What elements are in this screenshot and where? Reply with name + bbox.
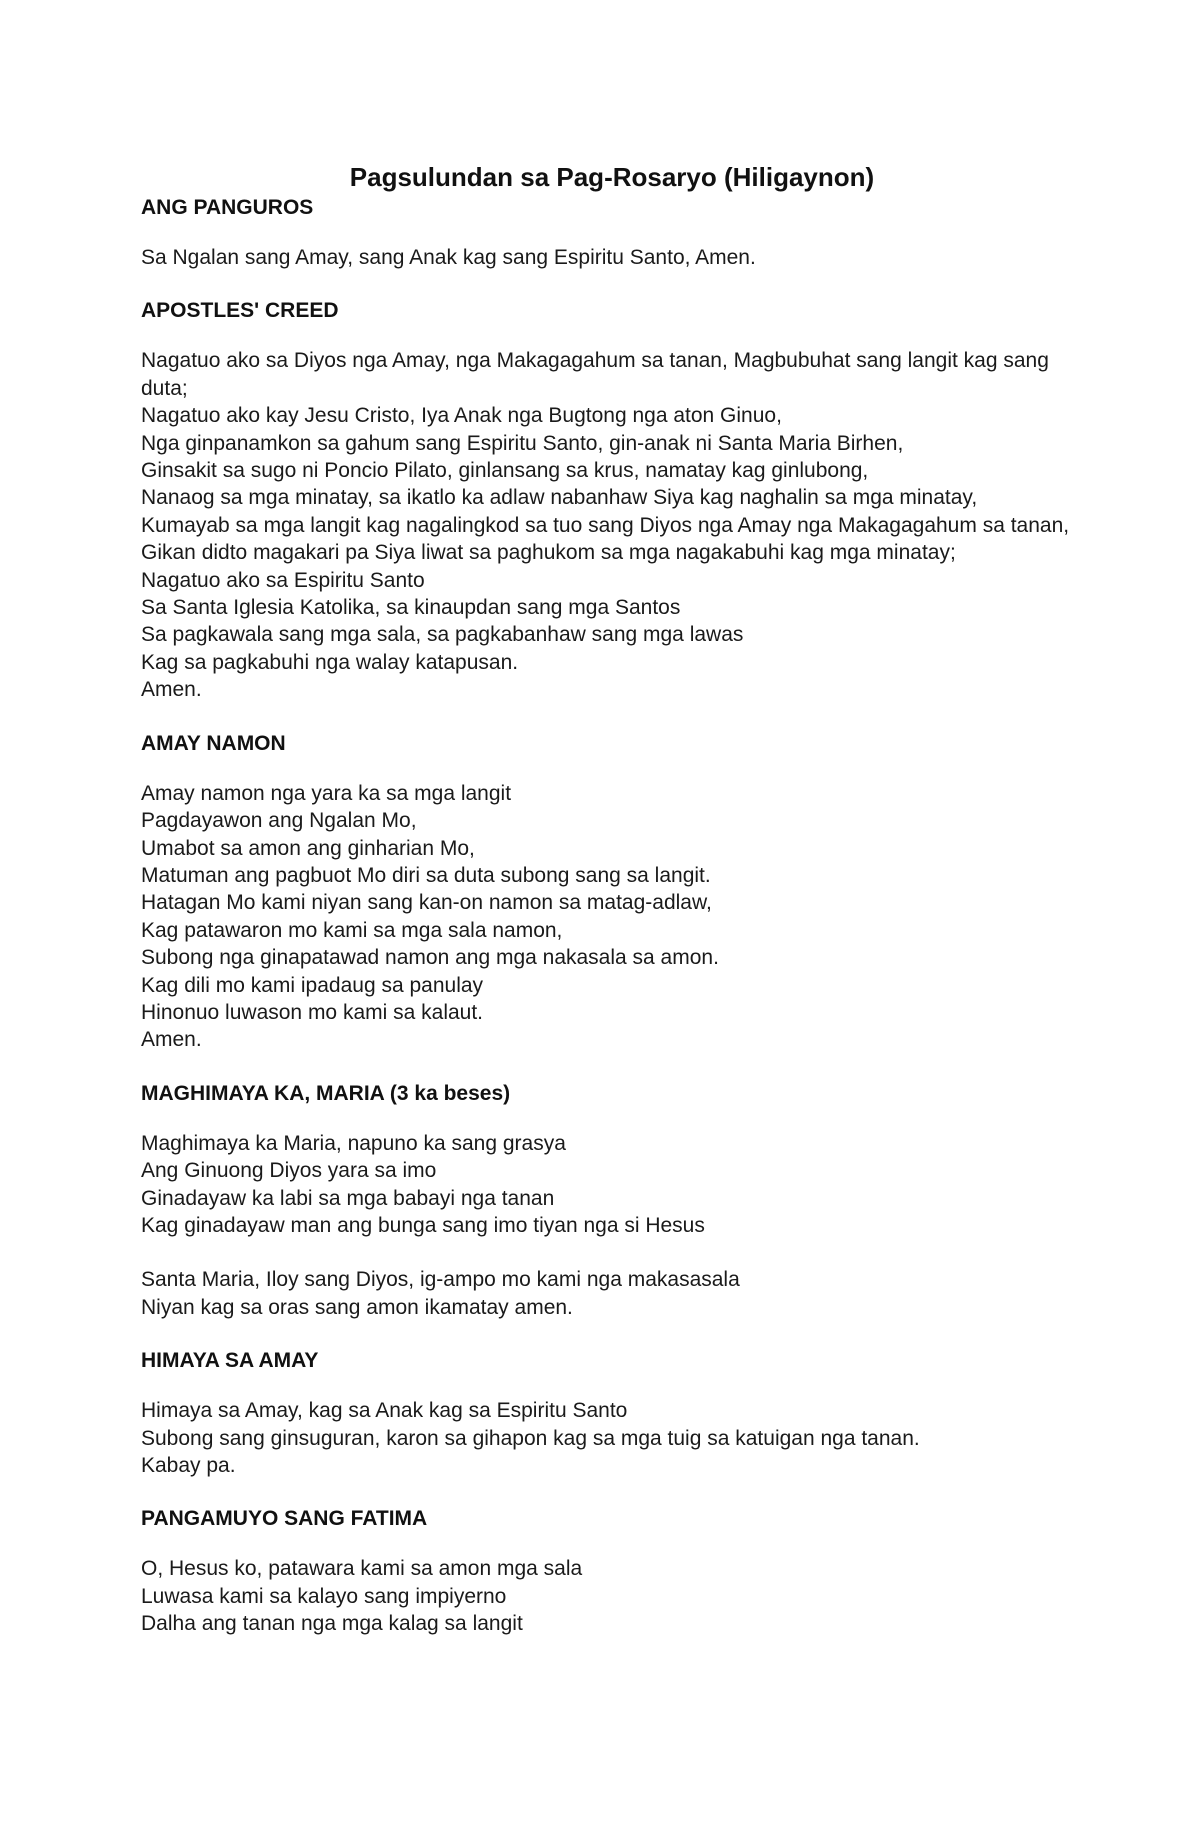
spacer bbox=[141, 1108, 1071, 1130]
text-line: Subong sang ginsuguran, karon sa gihapon kag sa mga tuig sa katuigan nga tanan. bbox=[141, 1426, 920, 1450]
spacer bbox=[141, 1375, 1071, 1397]
text-line: Nagatuo ako kay Jesu Cristo, Iya Anak nga Bugtong nga aton Ginuo, bbox=[141, 404, 782, 428]
section-paragraph bbox=[141, 780, 1071, 1054]
text-line: Gikan didto magakari pa Siya liwat sa paghukom sa mga nagakabuhi kag mga minatay; bbox=[141, 541, 956, 565]
spacer bbox=[141, 1533, 1071, 1555]
section-paragraph bbox=[141, 1555, 1071, 1637]
document-title: Pagsulundan sa Pag-Rosaryo (Hiligaynon) bbox=[349, 162, 875, 192]
section-paragraph bbox=[141, 347, 1071, 703]
document-sections bbox=[141, 194, 1071, 1638]
text-line: Umabot sa amon ang ginharian Mo, bbox=[141, 836, 475, 860]
section-heading: ANG PANGUROS bbox=[141, 196, 314, 219]
text-line: Hinonuo luwason mo kami sa kalaut. bbox=[141, 1000, 484, 1024]
text-line: Maghimaya ka Maria, napuno ka sang grasya bbox=[141, 1131, 566, 1155]
text-line: Dalha ang tanan nga mga kalag sa langit bbox=[141, 1612, 523, 1636]
text-line: Matuman ang pagbuot Mo diri sa duta subong sang sa langit. bbox=[141, 863, 711, 887]
text-line: Kag dili mo kami ipadaug sa panulay bbox=[141, 973, 484, 997]
text-line: Nagatuo ako sa Espiritu Santo bbox=[141, 568, 425, 592]
text-line: Sa Ngalan sang Amay, sang Anak kag sang Espiritu Santo, Amen. bbox=[141, 246, 756, 269]
section-paragraph bbox=[141, 1130, 1071, 1240]
section-paragraph bbox=[141, 1397, 1071, 1479]
section-heading: HIMAYA SA AMAY bbox=[141, 1349, 319, 1373]
text-line: Nagatuo ako sa Diyos nga Amay, nga Makagagahum sa tanan, Magbubuhat sang langit kag sang duta; bbox=[141, 349, 1049, 400]
text-line: Kumayab sa mga langit kag nagalingkod sa tuo sang Diyos nga Amay nga Makagagahum sa tanan, bbox=[141, 513, 1070, 537]
section-paragraph bbox=[141, 244, 1071, 271]
spacer bbox=[141, 1479, 1071, 1505]
text-line: Himaya sa Amay, kag sa Anak kag sa Espiritu Santo bbox=[141, 1399, 628, 1423]
spacer bbox=[141, 222, 1071, 244]
section-heading: AMAY NAMON bbox=[141, 731, 286, 755]
spacer bbox=[141, 1321, 1071, 1347]
spacer bbox=[141, 1239, 1071, 1266]
text-line: Kag patawaron mo kami sa mga sala namon, bbox=[141, 918, 563, 942]
text-line: Amen. bbox=[141, 1028, 202, 1052]
text-line: Ang Ginuong Diyos yara sa imo bbox=[141, 1159, 437, 1183]
spacer bbox=[141, 325, 1071, 347]
section-paragraph bbox=[141, 1266, 1071, 1321]
text-line: Kag ginadayaw man ang bunga sang imo tiyan nga si Hesus bbox=[141, 1213, 705, 1237]
section-heading: APOSTLES' CREED bbox=[141, 299, 339, 323]
text-line: Pagdayawon ang Ngalan Mo, bbox=[141, 809, 417, 833]
text-line: Sa pagkawala sang mga sala, sa pagkabanhaw sang mga lawas bbox=[141, 623, 744, 647]
text-line: Ginadayaw ka labi sa mga babayi nga tanan bbox=[141, 1186, 555, 1210]
spacer bbox=[141, 271, 1071, 297]
text-line: Subong nga ginapatawad namon ang mga nakasala sa amon. bbox=[141, 946, 719, 970]
text-line: Kabay pa. bbox=[141, 1454, 236, 1477]
text-line: Amen. bbox=[141, 678, 202, 702]
text-line: Sa Santa Iglesia Katolika, sa kinaupdan sang mga Santos bbox=[141, 596, 681, 620]
spacer bbox=[141, 1054, 1071, 1080]
spacer bbox=[141, 704, 1071, 730]
text-line: Amay namon nga yara ka sa mga langit bbox=[141, 781, 512, 805]
text-line: Kag sa pagkabuhi nga walay katapusan. bbox=[141, 650, 519, 674]
spacer bbox=[141, 758, 1071, 780]
text-line: Nanaog sa mga minatay, sa ikatlo ka adlaw nabanhaw Siya kag naghalin sa mga minatay, bbox=[141, 486, 978, 510]
section-heading: MAGHIMAYA KA, MARIA (3 ka beses) bbox=[141, 1081, 511, 1105]
text-line: Luwasa kami sa kalayo sang impiyerno bbox=[141, 1584, 507, 1608]
text-line: Hatagan Mo kami niyan sang kan-on namon sa matag-adlaw, bbox=[141, 891, 712, 915]
text-line: O, Hesus ko, patawara kami sa amon mga sala bbox=[141, 1557, 583, 1581]
text-line: Niyan kag sa oras sang amon ikamatay amen. bbox=[141, 1295, 573, 1319]
text-line: Ginsakit sa sugo ni Poncio Pilato, ginlansang sa krus, namatay kag ginlubong, bbox=[141, 459, 869, 483]
section-heading: PANGAMUYO SANG FATIMA bbox=[141, 1507, 428, 1531]
document-content bbox=[141, 160, 1071, 1638]
text-line: Santa Maria, Iloy sang Diyos, ig-ampo mo kami nga makasasala bbox=[141, 1268, 740, 1292]
text-line: Nga ginpanamkon sa gahum sang Espiritu Santo, gin-anak ni Santa Maria Birhen, bbox=[141, 431, 904, 455]
